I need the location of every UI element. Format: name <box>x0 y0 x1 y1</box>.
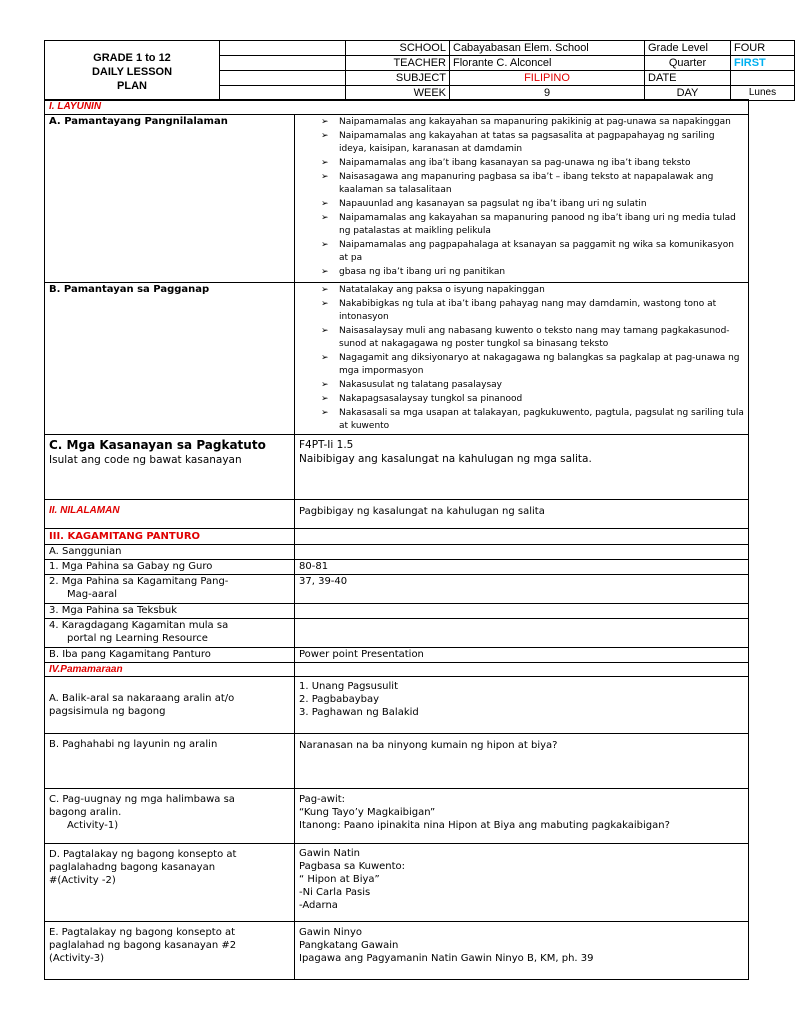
kagamitan-row-label: B. Iba pang Kagamitang Panturo <box>45 648 295 663</box>
pagtalakay-1-label-line: D. Pagtalakay ng bagong konsepto at <box>49 849 237 860</box>
balik-aral-item: 3. Paghawan ng Balakid <box>299 707 419 718</box>
kasanayan-pagkatuto-content <box>295 435 749 500</box>
nilalaman-text: Pagbibigay ng kasalungat na kahulugan ng salita <box>295 500 749 529</box>
arrow-bullet-icon: ➢ <box>321 408 329 418</box>
kasanayan-pagkatuto-label: C. Mga Kasanayan sa Pagkatuto <box>49 438 266 452</box>
pagtalakay-1-label-line: paglalahadng bagong kasanayan <box>49 862 216 873</box>
pag-uugnay-line: Pag-awit: <box>299 794 346 805</box>
section-kagamitan-title: III. KAGAMITANG PANTURO <box>45 529 295 545</box>
balik-aral-label-line: A. Balik-aral sa nakaraang aralin at/o <box>49 693 235 704</box>
arrow-bullet-icon: ➢ <box>321 285 329 295</box>
objective-item <box>321 325 744 351</box>
objective-item <box>321 212 744 238</box>
pagtalakay-1-content <box>295 844 749 922</box>
blank-cell <box>220 71 346 86</box>
kagamitan-row-value <box>295 545 749 560</box>
arrow-bullet-icon: ➢ <box>321 380 329 390</box>
pag-uugnay-label-line: bagong aralin. <box>49 807 122 818</box>
objective-text: Naipamamalas ang pagpapahalaga at ksanayan sa paggamit ng wika sa komunikasyon at pa <box>339 240 734 263</box>
pagtalakay-1-label <box>45 844 295 922</box>
school-value: Cabayabasan Elem. School <box>450 41 645 56</box>
blank-cell <box>220 56 346 71</box>
subject-label: SUBJECT <box>346 71 450 86</box>
kagamitan-row-label: A. Sanggunian <box>45 545 295 560</box>
pagtalakay-1-line: “ Hipon at Biya” <box>299 874 380 885</box>
kasanayan-code: F4PT-Ii 1.5 <box>299 439 354 451</box>
pagtalakay-2-content <box>295 922 749 980</box>
dlp-title-line-2: DAILY LESSON <box>91 65 173 78</box>
pag-uugnay-label-line: C. Pag-uugnay ng mga halimbawa sa <box>49 794 235 805</box>
objective-item <box>321 266 744 279</box>
kagamitan-row-value: 37, 39-40 <box>295 575 749 604</box>
pagtalakay-1-line: Gawin Natin <box>299 848 360 859</box>
pag-uugnay-label-line: Activity-1) <box>67 820 119 831</box>
kagamitan-row-label-line: 4. Karagdagang Kagamitan mula sa <box>49 620 229 631</box>
arrow-bullet-icon: ➢ <box>321 394 329 404</box>
paghahabi-label: B. Paghahabi ng layunin ng aralin <box>45 734 295 789</box>
objective-item <box>321 298 744 324</box>
kagamitan-row-label <box>45 575 295 604</box>
arrow-bullet-icon: ➢ <box>321 240 329 250</box>
pag-uugnay-line: Itanong: Paano ipinakita nina Hipon at Biya ang mabuting pagkakaibigan? <box>299 820 670 831</box>
objective-item <box>321 239 744 265</box>
arrow-bullet-icon: ➢ <box>321 131 329 141</box>
kagamitan-row-value: 80-81 <box>295 560 749 575</box>
arrow-bullet-icon: ➢ <box>321 117 329 127</box>
balik-aral-item: 1. Unang Pagsusulit <box>299 681 398 692</box>
pagtalakay-2-line: Gawin Ninyo <box>299 927 362 938</box>
pagtalakay-1-label-line: #(Activity -2) <box>49 875 116 886</box>
pagtalakay-2-line: Ipagawa ang Pagyamanin Natin Gawin Ninyo B, KM, ph. 39 <box>299 953 594 964</box>
paghahabi-text: Naranasan na ba ninyong kumain ng hipon at biya? <box>295 734 749 789</box>
pagtalakay-2-label-line: E. Pagtalakay ng bagong konsepto at <box>49 927 236 938</box>
kagamitan-row-value <box>295 619 749 648</box>
kasanayan-pagkatuto-sub: Isulat ang code ng bawat kasanayan <box>49 454 242 466</box>
pamantayan-pagganap-list <box>299 284 744 433</box>
pamantayang-pangnilalaman-list <box>299 116 744 279</box>
pagtalakay-2-line: Pangkatang Gawain <box>299 940 399 951</box>
objective-text: Nakasusulat ng talatang pasalaysay <box>339 380 502 390</box>
kagamitan-row-value <box>295 604 749 619</box>
teacher-value: Florante C. Alconcel <box>450 56 645 71</box>
objective-item <box>321 284 744 297</box>
objective-text: gbasa ng iba’t ibang uri ng panitikan <box>339 267 506 277</box>
objective-text: Naisasagawa ang mapanuring pagbasa sa iba’t – ibang teksto at napapalawak ang kaalaman sa talasalitaan <box>339 172 714 195</box>
arrow-bullet-icon: ➢ <box>321 213 329 223</box>
blank-cell <box>295 529 749 545</box>
objective-text: Naipamamalas ang kakayahan sa mapanuring pakikinig at pag-unawa sa napakinggan <box>339 117 731 127</box>
kagamitan-row-label <box>45 619 295 648</box>
subject-value: FILIPINO <box>450 71 645 86</box>
arrow-bullet-icon: ➢ <box>321 172 329 182</box>
blank-cell <box>295 663 749 677</box>
dlp-title <box>45 41 220 101</box>
objective-item <box>321 157 744 170</box>
pamantayan-pagganap-label: B. Pamantayan sa Pagganap <box>45 283 295 435</box>
objective-text: Napauunlad ang kasanayan sa pagsulat ng iba’t ibang uri ng sulatin <box>339 199 647 209</box>
objective-item <box>321 393 744 406</box>
pagtalakay-2-label-line: paglalahad ng bagong kasanayan #2 <box>49 940 237 951</box>
day-value: Lunes <box>731 86 795 101</box>
grade-level-value: FOUR <box>731 41 795 56</box>
pagtalakay-1-line: -Adarna <box>299 900 338 911</box>
pagtalakay-1-line: -Ni Carla Pasis <box>299 887 371 898</box>
kagamitan-row-label-line: 2. Mga Pahina sa Kagamitang Pang- <box>49 576 229 587</box>
week-value: 9 <box>450 86 645 101</box>
kasanayan-pagkatuto-cell <box>45 435 295 500</box>
arrow-bullet-icon: ➢ <box>321 199 329 209</box>
school-label: SCHOOL <box>346 41 450 56</box>
header-table <box>44 40 795 101</box>
pamantayan-pagganap-content <box>295 283 749 435</box>
kasanayan-text: Naibibigay ang kasalungat na kahulugan ng mga salita. <box>299 453 592 465</box>
objective-text: Nakasasali sa mga usapan at talakayan, pagkukuwento, pagtula, pagsulat ng sariling tula at kuwento <box>339 408 744 431</box>
arrow-bullet-icon: ➢ <box>321 326 329 336</box>
kagamitan-row-label: 3. Mga Pahina sa Teksbuk <box>45 604 295 619</box>
section-nilalaman-title: II. NILALAMAN <box>45 500 295 529</box>
objective-text: Natatalakay ang paksa o isyung napakinggan <box>339 285 545 295</box>
quarter-value: FIRST <box>731 56 795 71</box>
date-value <box>731 71 795 86</box>
balik-aral-content <box>295 677 749 734</box>
arrow-bullet-icon: ➢ <box>321 158 329 168</box>
date-label: DATE <box>645 71 731 86</box>
pagtalakay-1-line: Pagbasa sa Kuwento: <box>299 861 406 872</box>
objective-item <box>321 116 744 129</box>
objective-text: Nagagamit ang diksiyonaryo at nakagagawa ng balangkas sa pagkalap at pag-unawa ng mga impormasyon <box>339 353 740 376</box>
objective-item <box>321 171 744 197</box>
pag-uugnay-content <box>295 789 749 844</box>
arrow-bullet-icon: ➢ <box>321 267 329 277</box>
blank-cell <box>220 41 346 56</box>
arrow-bullet-icon: ➢ <box>321 353 329 363</box>
kagamitan-row-label-line: Mag-aaral <box>67 589 117 600</box>
objective-text: Nakapagsasalaysay tungkol sa pinanood <box>339 394 523 404</box>
objective-text: Naipamamalas ang kakayahan at tatas sa pagsasalita at pagpapahayag ng sariling ideya, kaisipan, karanasan at damdamin <box>339 131 715 154</box>
pagtalakay-2-label <box>45 922 295 980</box>
objective-text: Naipamamalas ang iba’t ibang kasanayan sa pag-unawa ng iba’t ibang teksto <box>339 158 691 168</box>
objective-text: Nakabibigkas ng tula at iba’t ibang pahayag nang may damdamin, wastong tono at intonasyon <box>339 299 717 322</box>
objective-item <box>321 198 744 211</box>
lesson-plan-table <box>44 99 749 980</box>
week-label: WEEK <box>346 86 450 101</box>
pamantayang-pangnilalaman-label: A. Pamantayang Pangnilalaman <box>45 115 295 283</box>
pag-uugnay-label <box>45 789 295 844</box>
balik-aral-label <box>45 677 295 734</box>
dlp-title-line-1: GRADE 1 to 12 <box>93 51 171 64</box>
kagamitan-row-label-line: portal ng Learning Resource <box>67 633 208 644</box>
objective-text: Naisasalaysay muli ang nabasang kuwento o teksto nang may tamang pagkakasunod-sunod at nakagagawa ng poster tungkol sa binasang teksto <box>339 326 730 349</box>
objective-item <box>321 352 744 378</box>
objective-text: Naipamamalas ang kakayahan sa mapanuring panood ng iba’t ibang uri ng media tulad ng patalastas at maikling pelikula <box>339 213 736 236</box>
section-layunin-title: I. LAYUNIN <box>45 100 749 115</box>
section-pamamaraan-title: IV.Pamamaraan <box>45 663 295 677</box>
pag-uugnay-line: “Kung Tayo’y Magkaibigan” <box>299 807 436 818</box>
kagamitan-row-label: 1. Mga Pahina sa Gabay ng Guro <box>45 560 295 575</box>
dlp-title-line-3: PLAN <box>117 79 147 92</box>
balik-aral-label-line: pagsisimula ng bagong <box>49 706 166 717</box>
arrow-bullet-icon: ➢ <box>321 299 329 309</box>
day-label: DAY <box>645 86 731 101</box>
balik-aral-item: 2. Pagbabaybay <box>299 694 380 705</box>
objective-item <box>321 130 744 156</box>
objective-item <box>321 407 744 433</box>
kagamitan-row-value: Power point Presentation <box>295 648 749 663</box>
objective-item <box>321 379 744 392</box>
teacher-label: TEACHER <box>346 56 450 71</box>
grade-level-label: Grade Level <box>645 41 731 56</box>
quarter-label: Quarter <box>645 56 731 71</box>
pamantayang-pangnilalaman-content <box>295 115 749 283</box>
pagtalakay-2-label-line: (Activity-3) <box>49 953 104 964</box>
